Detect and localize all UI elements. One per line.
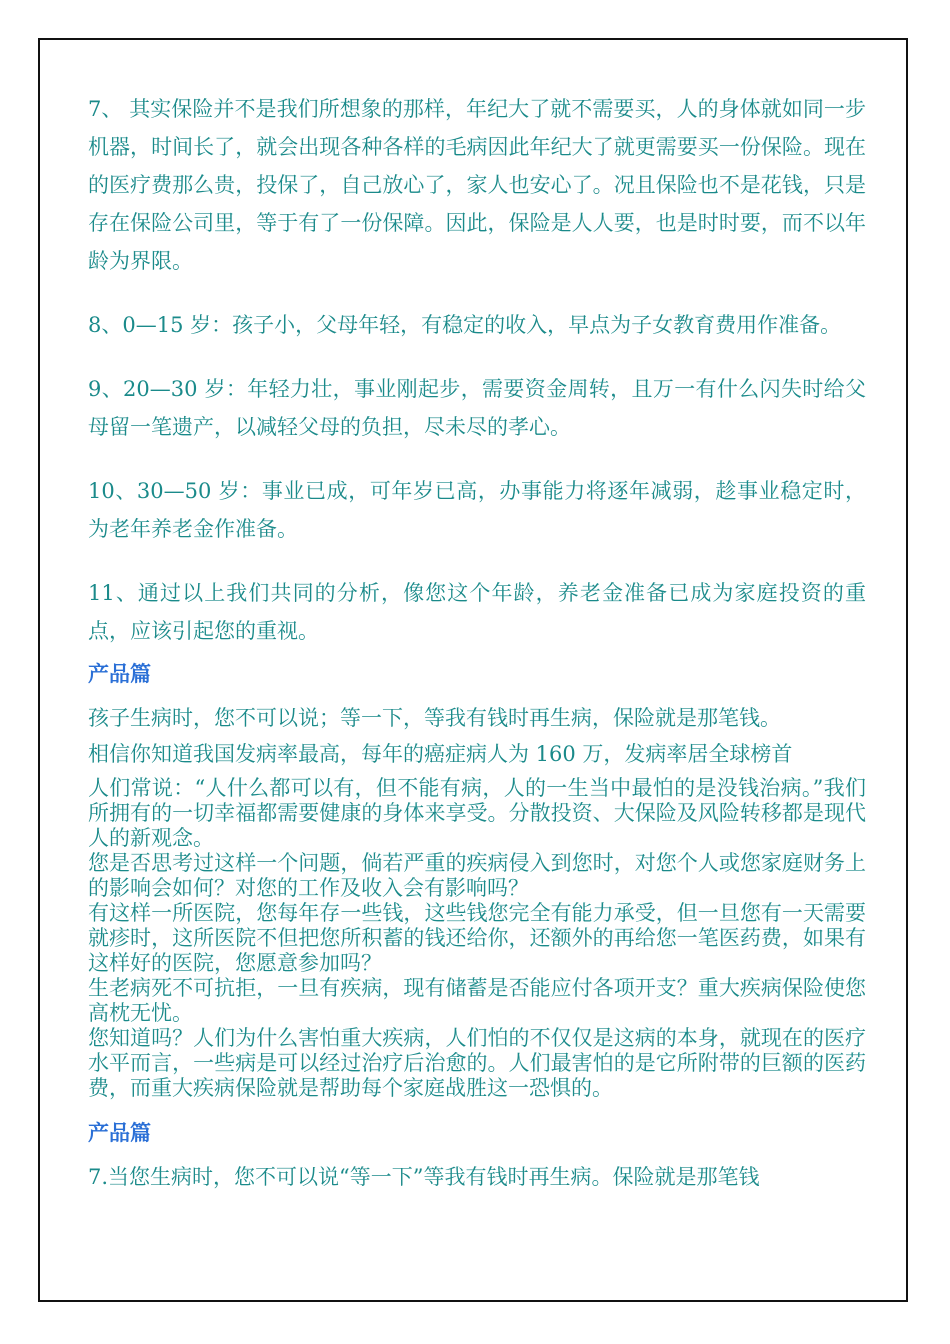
text-block: 有这样一所医院，您每年存一些钱，这些钱您完全有能力承受，但一旦您有一天需要就疹时，这所医院不但把您所积蓄的钱还给你，还额外的再给您一笔医药费，如果有这样好的医院，您愿意参加吗？	[88, 901, 866, 975]
page-frame	[38, 38, 908, 1302]
text-block: 您知道吗？人们为什么害怕重大疾病，人们怕的不仅仅是这病的本身，就现在的医疗水平而言，一些病是可以经过治疗后治愈的。人们最害怕的是它所附带的巨额的医药费，而重大疾病保险就是帮助每个家庭战胜这一恐惧的。	[88, 1026, 866, 1100]
text-line: 孩子生病时，您不可以说；等一下，等我有钱时再生病，保险就是那笔钱。	[88, 706, 781, 730]
paragraph-8: 8、0—15 岁：孩子小，父母年轻，有稳定的收入，早点为子女教育费用作准备。	[88, 313, 842, 337]
text-line: 相信你知道我国发病率最高，每年的癌症病人为 160 万，发病率居全球榜首	[88, 742, 793, 766]
paragraph-9: 9、20—30 岁：年轻力壮，事业刚起步，需要资金周转，且万一有什么闪失时给父母留一笔遗产，以减轻父母的负担，尽未尽的孝心。	[88, 377, 866, 439]
section-heading-products: 产品篇	[88, 662, 151, 686]
paragraph-11: 11、通过以上我们共同的分析，像您这个年龄，养老金准备已成为家庭投资的重点，应该引起您的重视。	[88, 581, 866, 643]
text-block: 您是否思考过这样一个问题，倘若严重的疾病侵入到您时，对您个人或您家庭财务上的影响会如何？对您的工作及收入会有影响吗？	[88, 851, 866, 900]
section-heading-products-2: 产品篇	[88, 1121, 151, 1145]
text-line: 7.当您生病时，您不可以说“等一下”等我有钱时再生病。保险就是那笔钱	[88, 1165, 760, 1189]
text-block: 人们常说：“人什么都可以有，但不能有病，人的一生当中最怕的是没钱治病。”我们所拥有的一切幸福都需要健康的身体来享受。分散投资、大保险及风险转移都是现代人的新观念。	[88, 776, 866, 850]
text-block: 生老病死不可抗拒，一旦有疾病，现有储蓄是否能应付各项开支？重大疾病保险使您高枕无忧。	[88, 976, 866, 1025]
document-body	[88, 90, 866, 1195]
paragraph-7: 7、 其实保险并不是我们所想象的那样，年纪大了就不需要买，人的身体就如同一步机器，时间长了，就会出现各种各样的毛病因此年纪大了就更需要买一份保险。现在的医疗费那么贵，投保了，自己放心了，家人也安心了。况且保险也不是花钱，只是存在保险公司里，等于有了一份保障。因此，保险是人人要，也是时时要，而不以年龄为界限。	[88, 97, 866, 273]
paragraph-10: 10、30—50 岁：事业已成，可年岁已高，办事能力将逐年减弱，趁事业稳定时，为老年养老金作准备。	[88, 479, 866, 541]
